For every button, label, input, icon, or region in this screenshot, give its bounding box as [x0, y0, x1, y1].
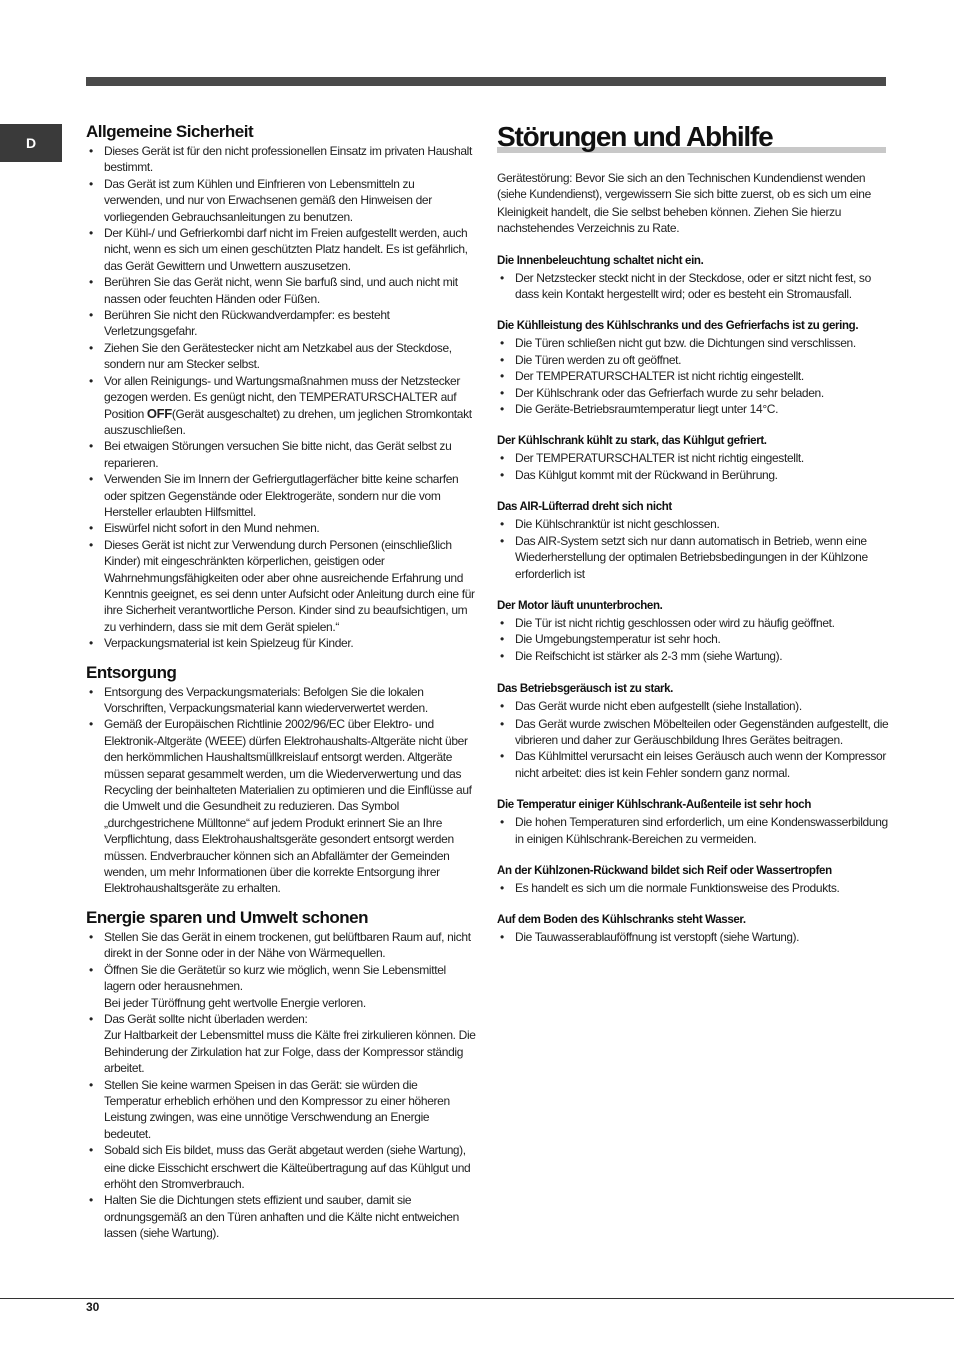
list-item: • Stellen Sie keine warmen Speisen in das Gerät: sie würden die Temperatur erheblich erhöhen und den Kompressor zu einer höheren Leistung zwingen, was eine unnötige Verschwendung an Energie bedeutet. [86, 1077, 476, 1143]
list-item: • Die Tür ist nicht richtig geschlossen oder wird zu häufig geöffnet. [497, 615, 889, 631]
list-item [497, 929, 889, 946]
problem-causes-list [497, 880, 889, 896]
item-text: ), eine dicke Eisschicht erschwert die Kälteübertragung auf das Kühlgut und erhöht den Stromverbrauch. [104, 1143, 471, 1191]
problem-causes-list [497, 270, 889, 303]
problem-block [497, 682, 889, 781]
list-item: • Gemäß der Europäischen Richtlinie 2002/96/EC über Elektro- und Elektronik-Altgeräte (WEEE) dürfen Elektrohaushalts-Altgeräte nicht über den herkömmlichen Haushaltsmüllkreislauf entsorgt werden. Altgeräte müssen separat gesammelt werden, um die Wiederverwertung und das Recycling der beinhalteten Materialien zu optimieren und die Einflüsse auf die Umwelt und die Gesundheit zu reduzieren. Das Symbol „durchgestrichene Mülltonne“ auf jedem Produkt erinnert Sie an Ihre Verpflichtung, dass Elektrohaushaltsgeräte gesondert entsorgt werden müssen. Endverbraucher können sich an Abfallämter der Gemeinden wenden, um mehr Informationen über die korrekte Entsorgung ihrer Elektrohaushaltsgeräte zu erhalten. [86, 716, 476, 896]
problem-block [497, 798, 889, 847]
problem-block [497, 500, 889, 582]
problem-heading: Die Innenbeleuchtung schaltet nicht ein. [497, 254, 704, 267]
list-item: • Bei etwaigen Störungen versuchen Sie bitte nicht, das Gerät selbst zu reparieren. [86, 438, 476, 471]
list-item: • Das Gerät sollte nicht überladen werden: Zur Haltbarkeit der Lebensmittel muss die Kälte frei zirkulieren können. Die Behinderung der Zirkulation hat zur Folge, dass der Kompressor ständig arbeitet. [86, 1011, 476, 1077]
problem-causes-list [497, 929, 889, 946]
problem-causes-list [497, 615, 889, 665]
top-rule [86, 77, 886, 86]
problem-causes-list [497, 335, 889, 417]
list-item [86, 1192, 476, 1242]
troubleshooting-list [497, 254, 889, 947]
list-item: • Der TEMPERATURSCHALTER ist nicht richtig eingestellt. [497, 368, 889, 384]
list-item: • Die Umgebungstemperatur ist sehr hoch. [497, 631, 889, 647]
item-text: ). [792, 930, 800, 945]
item-text: Die Tauwasserablauföffnung ist verstopft ( [515, 930, 724, 945]
problem-heading: Der Motor läuft ununterbrochen. [497, 599, 663, 612]
page-title: Störungen und Abhilfe [497, 121, 773, 152]
page-number: 30 [86, 1300, 100, 1314]
cross-reference: siehe Installation [715, 701, 796, 714]
list-item: • Stellen Sie das Gerät in einem trockenen, gut belüftbaren Raum auf, nicht direkt in der Sonne oder in der Nähe von Wärmequellen. [86, 929, 476, 962]
list-item: • Es handelt es sich um die normale Funktionsweise des Produkts. [497, 880, 889, 896]
list-item: • Der TEMPERATURSCHALTER ist nicht richtig eingestellt. [497, 450, 889, 466]
problem-causes-list [497, 698, 889, 781]
problem-heading: Das AIR-Lüfterrad dreht sich nicht [497, 501, 672, 514]
list-item: • Das AIR-System setzt sich nur dann automatisch in Betrieb, wenn eine Wiederherstellung der optimalen Betriebsbedingungen in der Kühlzone erforderlich ist [497, 533, 889, 582]
cross-reference: siehe Wartung [143, 1228, 213, 1241]
intro-text-start: Gerätestörung: Bevor Sie sich an den Technischen Kundendienst wenden ( [497, 171, 866, 202]
problem-heading: Der Kühlschrank kühlt zu stark, das Kühlgut gefriert. [497, 435, 767, 448]
list-item: • Verpackungsmaterial ist kein Spielzeug für Kinder. [86, 635, 476, 651]
problem-causes-list [497, 814, 889, 847]
energy-section [86, 908, 476, 1243]
item-text: ). [775, 648, 783, 663]
title-block [497, 122, 889, 158]
list-item: • Ziehen Sie den Gerätestecker nicht am Netzkabel aus der Steckdose, sondern nur am Stecker selbst. [86, 340, 476, 373]
list-item: • Das Kühlmittel verursacht ein leises Geräusch auch wenn der Kompressor nicht arbeitet: dies ist kein Fehler sondern ganz normal. [497, 748, 889, 781]
list-item: • Das Gerät wurde zwischen Möbelteilen oder Gegenständen aufgestellt, die vibrieren und daher zur Geräuschbildung Ihres Gerätes beitragen. [497, 716, 889, 749]
list-item: • Eiswürfel nicht sofort in den Mund nehmen. [86, 520, 476, 536]
item-text: ). [795, 699, 802, 714]
problem-causes-list [497, 516, 889, 582]
disposal-section [86, 663, 476, 897]
problem-block [497, 319, 889, 417]
list-item: • Die Geräte-Betriebsraumtemperatur liegt unter 14°C. [497, 401, 889, 417]
problem-block [497, 864, 889, 896]
left-column [86, 122, 476, 1243]
list-item: • Die Türen schließen nicht gut bzw. die Dichtungen sind verschlissen. [497, 335, 889, 351]
energy-list [86, 929, 476, 1243]
item-text: Die Reifschicht ist stärker als 2-3 mm ( [515, 648, 707, 663]
problem-heading: Die Kühlleistung des Kühlschranks und des Gefrierfachs ist zu gering. [497, 320, 859, 333]
list-item: • Die Kühlschranktür ist nicht geschlossen. [497, 516, 889, 532]
list-item: • Öffnen Sie die Gerätetür so kurz wie möglich, wenn Sie Lebensmittel lagern oder herausnehmen. Bei jeder Türöffnung geht wertvolle Energie verloren. [86, 962, 476, 1011]
disposal-heading: Entsorgung [86, 662, 177, 682]
general-safety-section [86, 122, 476, 652]
problem-causes-list [497, 450, 889, 483]
problem-block [497, 434, 889, 483]
list-item: • Berühren Sie das Gerät nicht, wenn Sie barfuß sind, und auch nicht mit nassen oder feuchten Händen oder Füßen. [86, 274, 476, 307]
item-text: Das Gerät wurde nicht eben aufgestellt ( [515, 699, 716, 714]
item-text: Sobald sich Eis bildet, muss das Gerät abgetaut werden ( [104, 1143, 390, 1158]
right-column [497, 122, 889, 947]
problem-heading: Auf dem Boden des Kühlschranks steht Wasser. [497, 914, 746, 927]
cross-reference: siehe Wartung [723, 932, 793, 945]
list-item: • Dieses Gerät ist nicht zur Verwendung durch Personen (einschließlich Kinder) mit eingeschränkten körperlichen, geistigen oder Wahrnehmungsfähigkeiten oder aber ohne ausreichende Erfahrung und Kenntnis geeignet, es sei denn unter Aufsicht oder Anleitung durch eine für ihre Sicherheit verantwortliche Person. Kinder sind zu beaufsichtigen, um zu verhindern, dass sie mit dem Gerät spielen.“ [86, 537, 476, 635]
problem-block [497, 254, 889, 303]
disposal-list [86, 684, 476, 897]
problem-heading: Das Betriebsgeräusch ist zu stark. [497, 683, 674, 696]
list-item: • Der Kühlschrank oder das Gefrierfach wurde zu sehr beladen. [497, 385, 889, 401]
intro-reference: siehe Kundendienst [500, 189, 596, 202]
general-safety-list [86, 143, 476, 652]
list-item: • Das Gerät ist zum Kühlen und Einfrieren von Lebensmitteln zu verwenden, und nur von Erwachsenen gemäß den Hinweisen der vorliegenden Gebrauchsanleitungen zu benutzen. [86, 176, 476, 225]
list-item: • Die hohen Temperaturen sind erforderlich, um eine Kondenswasserbildung in einigen Kühlschrank-Bereichen zu vermeiden. [497, 814, 889, 847]
list-item: • Dieses Gerät ist für den nicht professionellen Einsatz im privaten Haushalt bestimmt. [86, 143, 476, 176]
problem-block [497, 913, 889, 946]
intro-paragraph [497, 170, 889, 237]
bottom-rule [0, 1298, 954, 1299]
list-item: • Die Türen werden zu oft geöffnet. [497, 352, 889, 368]
general-safety-heading: Allgemeine Sicherheit [86, 122, 254, 141]
list-item [497, 698, 889, 715]
intro-text-end: ), vergewissern Sie sich bitte zuerst, ob es sich um eine Kleinigkeit handelt, die Sie selbst beheben können. Ziehen Sie hierzu nachstehendes Verzeichnis zu Rate. [497, 187, 871, 236]
list-item: • Das Kühlgut kommt mit der Rückwand in Berührung. [497, 467, 889, 483]
list-item [86, 373, 476, 439]
list-item [86, 1142, 476, 1192]
language-tab: D [0, 124, 62, 162]
problem-heading: An der Kühlzonen-Rückwand bildet sich Reif oder Wassertropfen [497, 864, 832, 877]
item-text: ). [212, 1226, 220, 1241]
problem-heading: Die Temperatur einiger Kühlschrank-Außenteile ist sehr hoch [497, 799, 811, 812]
list-item [497, 648, 889, 665]
list-item: • Berühren Sie nicht den Rückwandverdampfer: es besteht Verletzungsgefahr. [86, 307, 476, 340]
list-item: • Entsorgung des Verpackungsmaterials: Befolgen Sie die lokalen Vorschriften, Verpackungsmaterial kann wiederverwertet werden. [86, 684, 476, 717]
problem-block [497, 599, 889, 665]
item-text: (Gerät ausgeschaltet) zu drehen, um jeglichen Stromkontakt auszuschließen. [104, 406, 472, 437]
list-item: • Verwenden Sie im Innern der Gefriergutlagerfächer bitte keine scharfen oder spitzen Gegenstände oder Elektrogeräte, sondern nur die vom Hersteller erlaubten Hilfsmittel. [86, 471, 476, 520]
item-text: Vor allen Reinigungs- und Wartungsmaßnahmen muss der Netzstecker gezogen werden. Es genügt nicht, den TEMPERATURSCHALTER auf Position [104, 373, 460, 421]
cross-reference: siehe Wartung [389, 1145, 460, 1158]
cross-reference: siehe Wartung [706, 650, 776, 663]
item-text: Halten Sie die Dichtungen stets effizient und sauber, damit sie ordnungsgemäß an den Türen anhaften und die Kälte nicht entweichen lassen ( [104, 1193, 459, 1241]
list-item: • Der Netzstecker steckt nicht in der Steckdose, oder er sitzt nicht fest, so dass kein Kontakt hergestellt wird; oder es besteht ein Stromausfall. [497, 270, 889, 303]
off-label: OFF [146, 405, 172, 421]
list-item: • Der Kühl-/ und Gefrierkombi darf nicht im Freien aufgestellt werden, auch nicht, wenn es sich um einen geschützten Platz handelt. Es ist gefährlich, das Gerät Gewittern und Unwettern auszusetzen. [86, 225, 476, 274]
energy-heading: Energie sparen und Umwelt schonen [86, 907, 369, 927]
